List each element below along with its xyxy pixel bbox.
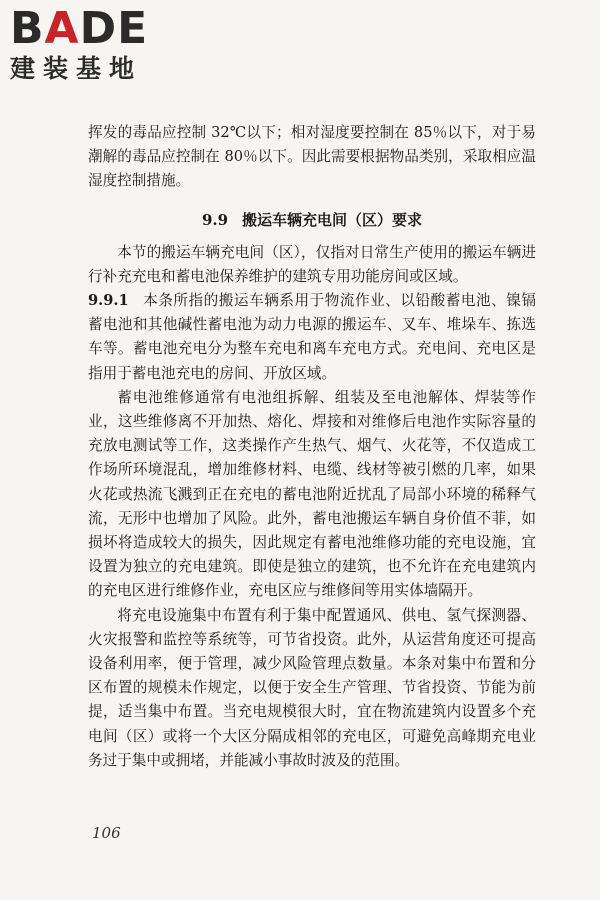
paragraph-layout: 将充电设施集中布置有利于集中配置通风、供电、氢气探测器、火灾报警和监控等系统等，可节省投资。此外，从运营角度还可提高设备利用率，便于管理，减少风险管理点数量。本条对集中布置和分区布置的规模未作规定，以便于安全生产管理、节省投资、节能为前提，适当集中布置。当充电规模很大时，宜在物流建筑内设置多个充电间（区）或将一个大区分隔成相邻的充电区，可避免高峰期充电业务过于集中或拥堵，并能减小事故时波及的范围。 [88, 606, 536, 769]
page-number: 106 [92, 824, 121, 842]
section-title: 搬运车辆充电间（区）要求 [242, 210, 423, 229]
section-intro: 本节的搬运车辆充电间（区），仅指对日常生产使用的搬运车辆进行补充充电和蓄电池保养维护的建筑专用功能房间或区域。 [88, 243, 536, 285]
page-body [88, 121, 536, 773]
brand-logo [10, 4, 180, 84]
paragraph-maintenance: 蓄电池维修通常有电池组拆解、组装及至电池解体、焊装等作业，这些维修离不开加热、熔化、焊接和对维修后电池作实际容量的充放电测试等工作，这类操作产生热气、烟气、火花等，不仅造成工作场所环境混乱，增加维修材料、电缆、线材等被引燃的几率，如果火花或热流飞溅到正在充电的蓄电池附近扰乱了局部小环境的稀释气流，无形中也增加了风险。此外，蓄电池搬运车辆自身价值不菲，如损坏将造成较大的损失，因此规定有蓄电池维修功能的充电设施，宜设置为独立的充电建筑。即使是独立的建筑，也不允许在充电建筑内的充电区进行维修作业，充电区应与维修间等用实体墙隔开。 [88, 388, 536, 600]
clause-text: 本条所指的搬运车辆系用于物流作业、以铅酸蓄电池、镍镉蓄电池和其他碱性蓄电池为动力电源的搬运车、叉车、堆垛车、拣选车等。蓄电池充电分为整车充电和离车充电方式。充电间、充电区是指用于蓄电池充电的房间、开放区域。 [88, 292, 536, 382]
logo-subtitle: 建装基地 [10, 54, 143, 83]
clause-number: 9.9.1 [88, 292, 129, 310]
paragraph-continued: 挥发的毒品应控制 32℃以下；相对湿度要控制在 85％以下，对于易潮解的毒品应控制在 80％以下。因此需要根据物品类别，采取相应温湿度控制措施。 [88, 124, 536, 190]
section-heading [88, 208, 536, 232]
section-number: 9.9 [201, 210, 229, 229]
clause-paragraph [88, 289, 536, 386]
logo-wordmark: B A DE [10, 3, 149, 54]
